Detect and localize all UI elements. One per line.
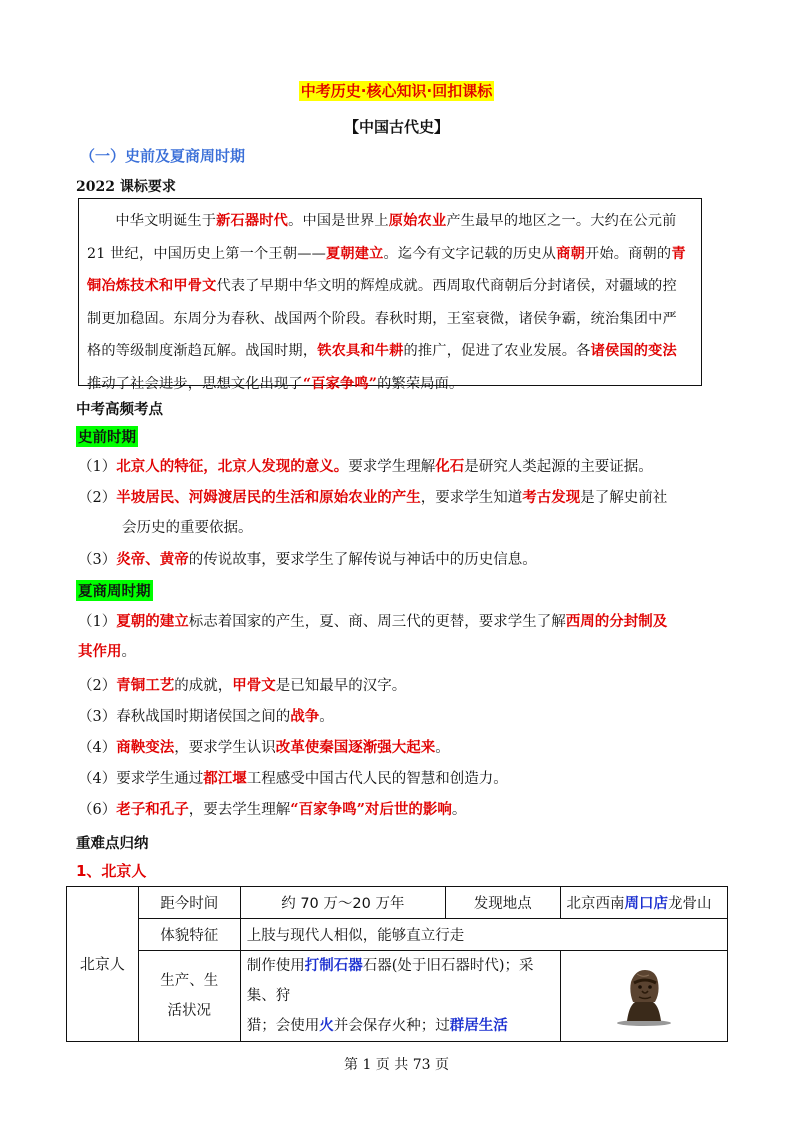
item-highlight: 青铜工艺 bbox=[116, 677, 175, 694]
cell-value: 约 70 万～20 万年 bbox=[240, 887, 445, 919]
table-row bbox=[67, 887, 728, 919]
item-highlight: 都江堰 bbox=[203, 770, 247, 787]
item-number: （2） bbox=[78, 490, 117, 506]
item-highlight: 北京人的特征，北京人发现的意义。 bbox=[116, 458, 349, 475]
list-item bbox=[78, 795, 718, 825]
cell-text: 制作使用 bbox=[246, 958, 305, 974]
cell-text: 龙骨山 bbox=[668, 896, 712, 912]
item-text: 工程感受中国古代人民的智慧和创造力。 bbox=[246, 771, 508, 787]
peking-man-heading: 1、北京人 bbox=[76, 862, 147, 880]
page-footer: 第 1 页 共 73 页 bbox=[344, 1057, 449, 1073]
box-highlight: 诸侯国的变法 bbox=[590, 343, 677, 359]
item-highlight: 其作用 bbox=[78, 643, 122, 660]
list-item bbox=[78, 733, 718, 763]
item-text: ，要求学生知道 bbox=[420, 490, 523, 506]
list-item bbox=[78, 483, 718, 543]
item-text: 春秋战国时期诸侯国之间的 bbox=[116, 709, 291, 725]
cell-highlight: 周口店 bbox=[624, 895, 669, 912]
item-text: ，要求学生认识 bbox=[174, 740, 276, 756]
cell-text: 石器(处于旧石器时代)；采集、狩 bbox=[246, 958, 534, 1004]
item-highlight: 考古发现 bbox=[522, 489, 581, 506]
doc-title-text: 中考历史·核心知识·回扣课标 bbox=[300, 82, 493, 100]
item-text: 的成就， bbox=[174, 678, 233, 694]
item-highlight: 化石 bbox=[435, 458, 465, 475]
curriculum-box bbox=[78, 198, 702, 392]
item-highlight: “百家争鸣”对后世的影响 bbox=[290, 801, 452, 818]
item-text: ，要去学生理解 bbox=[188, 802, 291, 818]
list-item bbox=[78, 607, 718, 667]
box-text: 中华文明诞生于 bbox=[115, 213, 217, 229]
item-text: 。 bbox=[319, 709, 334, 725]
box-highlight: “百家争鸣” bbox=[302, 375, 378, 392]
cell-text: 猎；会使用 bbox=[246, 1018, 320, 1034]
row-header: 北京人 bbox=[67, 887, 139, 1042]
item-text: 是了解史前社 bbox=[580, 490, 668, 506]
cell-highlight: 火 bbox=[319, 1017, 334, 1034]
item-text: 。 bbox=[435, 740, 450, 756]
box-text: 。中国是世界上 bbox=[288, 213, 389, 229]
doc-title bbox=[0, 80, 793, 101]
peking-man-bust-image bbox=[609, 966, 679, 1026]
item-text: 是已知最早的汉字。 bbox=[275, 678, 407, 694]
box-text: 。迄今有文字记载的历史从 bbox=[383, 245, 557, 262]
item-highlight: 夏朝的建立 bbox=[116, 613, 189, 630]
peking-man-table bbox=[66, 886, 728, 1042]
cell-text: 北京西南 bbox=[566, 896, 625, 912]
item-text: 是研究人类起源的主要证据。 bbox=[464, 459, 653, 475]
item-text: 会历史的重要依据。 bbox=[122, 520, 253, 536]
item-highlight: 改革使秦国逐渐强大起来 bbox=[275, 739, 436, 756]
item-highlight: 西周的分封制及 bbox=[565, 613, 668, 630]
section-heading-prehistory-xsz: （一）史前及夏商周时期 bbox=[80, 147, 246, 165]
item-text: 的传说故事，要求学生了解传说与神话中的历史信息。 bbox=[188, 552, 537, 568]
item-number: （1） bbox=[78, 459, 117, 475]
curriculum-label: 2022 课标要求 bbox=[76, 179, 176, 195]
list-item bbox=[78, 671, 718, 701]
cell-value: 上肢与现代人相似，能够直立行走 bbox=[240, 919, 727, 951]
list-item bbox=[78, 452, 718, 482]
cell-value bbox=[560, 887, 727, 919]
cell-text: 生产、生 bbox=[160, 973, 219, 989]
cell-label: 距今时间 bbox=[138, 887, 240, 919]
box-text: 开始。商朝的 bbox=[584, 245, 672, 262]
doc-subtitle: 【中国古代史】 bbox=[343, 118, 449, 136]
cell-value bbox=[240, 951, 560, 1042]
item-number: （4） bbox=[78, 740, 117, 756]
box-text: 代表了早期中华文明的辉煌成就。西周取代商朝后分封诸侯，对疆域的控制更加稳固。东周分为春秋、战国两个阶段。春秋时期，王室衰微，诸侯争霸，统治集团中严格的等级制度渐趋瓦解。战国时期， bbox=[87, 278, 677, 359]
item-text: 要求学生通过 bbox=[116, 771, 204, 787]
xsz-heading: 夏商周时期 bbox=[76, 580, 153, 601]
cell-label: 发现地点 bbox=[445, 887, 560, 919]
item-number: （6） bbox=[78, 802, 117, 818]
item-number: （2） bbox=[78, 678, 117, 694]
list-item bbox=[78, 764, 718, 794]
item-text: 标志着国家的产生，夏、商、周三代的更替，要求学生了解 bbox=[188, 614, 566, 630]
table-row bbox=[67, 919, 728, 951]
cell-label: 体貌特征 bbox=[138, 919, 240, 951]
prehistory-heading: 史前时期 bbox=[76, 426, 138, 447]
item-number: （3） bbox=[78, 552, 117, 568]
item-highlight: 老子和孔子 bbox=[116, 801, 189, 818]
bust-cell bbox=[560, 951, 727, 1042]
cell-text: 活状况 bbox=[167, 1003, 211, 1019]
item-text: 。 bbox=[121, 644, 136, 660]
box-highlight: 夏朝建立 bbox=[325, 245, 384, 262]
item-highlight: 战争 bbox=[290, 708, 320, 725]
box-text: 的推广，促进了农业发展。各 bbox=[403, 343, 591, 359]
box-text: 推动了社会进步，思想文化出现了 bbox=[87, 375, 303, 392]
list-item bbox=[78, 702, 718, 732]
item-number: （3） bbox=[78, 709, 117, 725]
item-number: （1） bbox=[78, 614, 117, 630]
item-text: 要求学生理解 bbox=[348, 459, 436, 475]
cell-text: 并会保存火种；过 bbox=[333, 1018, 450, 1034]
item-highlight: 商鞅变法 bbox=[116, 739, 175, 756]
box-highlight: 商朝 bbox=[556, 245, 585, 262]
item-text: 。 bbox=[451, 802, 467, 818]
list-item bbox=[78, 545, 718, 575]
box-highlight: 青铜冶炼技术和甲骨文 bbox=[87, 245, 686, 294]
box-text: 产生最早的地区之一。大约在公元前 21 世纪，中国历史上第一个王朝—— bbox=[87, 213, 677, 262]
box-highlight: 新石器时代 bbox=[216, 213, 289, 229]
hot-points-heading: 中考高频考点 bbox=[76, 402, 163, 418]
box-text: 的繁荣局面。 bbox=[377, 375, 464, 392]
cell-label bbox=[138, 951, 240, 1042]
box-highlight: 铁农具和牛耕 bbox=[317, 343, 404, 359]
item-highlight: 半坡居民、河姆渡居民的生活和原始农业的产生 bbox=[116, 489, 421, 506]
cell-highlight: 群居生活 bbox=[449, 1017, 508, 1034]
key-points-heading: 重难点归纳 bbox=[76, 836, 149, 852]
box-highlight: 原始农业 bbox=[388, 213, 447, 229]
item-highlight: 炎帝、黄帝 bbox=[116, 551, 189, 568]
cell-highlight: 打制石器 bbox=[304, 957, 363, 974]
item-highlight: 甲骨文 bbox=[232, 677, 276, 694]
item-number: （4） bbox=[78, 771, 117, 787]
table-row bbox=[67, 951, 728, 1042]
